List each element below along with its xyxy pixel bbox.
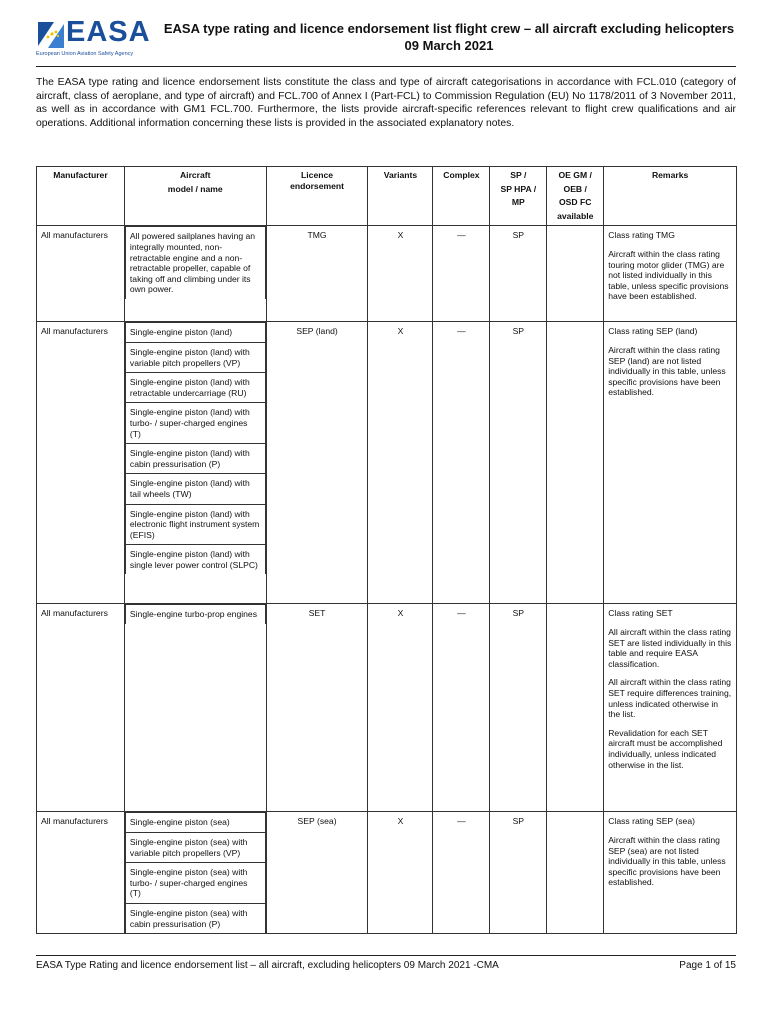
remark-paragraph: Class rating SEP (sea) [608,816,695,827]
logo-emblem-icon [36,20,66,50]
complex-cell: — [433,322,490,604]
table-row [37,322,737,604]
table-row [37,604,737,812]
model-name: Single-engine piston (land) with retractable undercarriage (RU) [125,373,265,403]
page-header [36,16,736,64]
model-list [125,226,266,299]
licence-endorsement-cell: SEP (land) [266,322,368,604]
remark-paragraph: Class rating SET [608,608,673,619]
model-list [125,322,266,574]
model-name: Single-engine piston (sea) with variable pitch propellers (VP) [125,832,265,862]
intro-paragraph: The EASA type rating and licence endorsement lists constitute the class and type of aircraft categorisations in accordance with FCL.010 (category of aircraft, class of aeroplane, and type of aircraft) and FCL.700 of Annex I (Part-FCL) to Commission Regulation (EU) No 1178/2011 of 3 November 2011, as well as in accordance with GM1 FCL.700. Furthermore, the lists provide aircraft-specific references relevant to flight crew qualifications and air operations. Additional information concerning these lists is provided in the associated explanatory notes. [36,77,736,129]
model-name: Single-engine piston (sea) with turbo- / super-charged engines (T) [125,863,265,904]
model-row [125,323,265,343]
table-row [37,226,737,322]
model-name: Single-engine piston (land) [125,323,265,343]
page-number: Page 1 of 15 [679,960,736,971]
complex-cell: — [433,812,490,934]
header-oe-line: OEB / [563,183,587,194]
page-title [154,20,744,54]
model-name: Single-engine piston (land) with single lever power control (SLPC) [125,545,265,575]
model-name: All powered sailplanes having an integrally mounted, non-retractable engine and a non-retractable propeller, capable of taking off and climbing under its own power. [125,227,265,299]
remark-paragraph: Aircraft within the class rating SEP (land) are not listed individually in this table, unless specific provisions have been established. [608,344,726,398]
header-oe-line: OSD FC [558,197,592,208]
remark-paragraph: Aircraft within the class rating SEP (sea) are not listed individually in this table, unless specific provisions have been established. [608,834,726,888]
manufacturer-cell: All manufacturers [37,604,125,812]
variants-cell: X [368,322,433,604]
header-complex: Complex [433,167,490,226]
header-sp-line: MP [511,197,525,208]
remark-paragraph: Aircraft within the class rating touring motor glider (TMG) are not listed individually in this table, unless specific provisions have been established. [608,248,729,302]
sp-cell: SP [490,812,547,934]
complex-cell: — [433,226,490,322]
variants-cell: X [368,226,433,322]
model-name: Single-engine piston (sea) [125,813,265,833]
title-line-2: 09 March 2021 [404,38,494,53]
footer-divider [36,955,736,956]
model-row [125,342,265,372]
licence-endorsement-cell: TMG [266,226,368,322]
oe-cell [547,226,604,322]
model-row [125,832,265,862]
variants-cell: X [368,812,433,934]
variants-cell: X [368,604,433,812]
model-row [125,863,265,904]
aircraft-model-cell [124,604,266,812]
model-row [125,605,265,624]
remark-paragraph: Class rating SEP (land) [608,326,698,337]
model-row [125,813,265,833]
header-licence-endorsement [266,167,368,226]
remarks-cell [604,226,737,322]
sp-cell: SP [490,226,547,322]
header-remarks: Remarks [604,167,737,226]
oe-cell [547,812,604,934]
model-row [125,403,265,444]
header-oe-gm [547,167,604,226]
model-name: Single-engine piston (land) with variable pitch propellers (VP) [125,342,265,372]
aircraft-model-cell [124,226,266,322]
model-row [125,373,265,403]
model-name: Single-engine piston (land) with electronic flight instrument system (EFIS) [125,504,265,545]
oe-cell [547,322,604,604]
model-name: Single-engine piston (land) with tail wheels (TW) [125,474,265,504]
model-row [125,444,265,474]
oe-cell [547,604,604,812]
model-list [125,812,266,933]
header-divider [36,66,736,67]
header-licence-line: endorsement [290,180,345,191]
model-row [125,545,265,575]
model-row [125,474,265,504]
model-name: Single-engine turbo-prop engines [125,605,265,624]
header-aircraft-model [124,167,266,226]
remark-paragraph: Class rating TMG [608,230,675,241]
remarks-cell [604,812,737,934]
remarks-cell [604,604,737,812]
header-model-line: model / name [167,183,223,194]
easa-logo [36,16,151,62]
model-row [125,903,265,933]
model-row [125,504,265,545]
table-body [37,226,737,934]
header-licence-line: Licence [301,170,334,180]
remark-paragraph: All aircraft within the class rating SET are listed individually in this table and require EASA classification. [608,626,732,669]
model-name: Single-engine piston (sea) with cabin pressurisation (P) [125,903,265,933]
header-model-line: Aircraft [179,170,211,180]
remark-paragraph: All aircraft within the class rating SET require differences training, unless indicated otherwise in the list. [608,677,732,720]
model-list [125,604,266,624]
manufacturer-cell: All manufacturers [37,322,125,604]
remark-paragraph: Revalidation for each SET aircraft must be accomplished individually, unless indicated otherwise in the list. [608,727,723,770]
model-name: Single-engine piston (land) with cabin pressurisation (P) [125,444,265,474]
table-row [37,812,737,934]
header-manufacturer: Manufacturer [37,167,125,226]
table-header-row [37,167,737,226]
sp-cell: SP [490,322,547,604]
title-line-1: EASA type rating and licence endorsement list flight crew – all aircraft excluding helicopters [163,21,735,36]
licence-endorsement-cell: SEP (sea) [266,812,368,934]
complex-cell: — [433,604,490,812]
header-oe-line: available [557,210,594,221]
manufacturer-cell: All manufacturers [37,812,125,934]
header-sp [490,167,547,226]
logo-tagline: European Union Aviation Safety Agency [36,51,134,57]
logo-wordmark: EASA [66,16,151,48]
model-row [125,227,265,299]
header-sp-line: SP HPA / [500,183,537,194]
aircraft-model-cell [124,812,266,934]
aircraft-model-cell [124,322,266,604]
model-name: Single-engine piston (land) with turbo- / super-charged engines (T) [125,403,265,444]
header-variants: Variants [368,167,433,226]
endorsement-table [36,166,737,934]
sp-cell: SP [490,604,547,812]
header-sp-line: SP / [510,170,527,180]
footer-document-title: EASA Type Rating and licence endorsement list – all aircraft, excluding helicopters 09 March 2021 -CMA [36,960,499,971]
licence-endorsement-cell: SET [266,604,368,812]
manufacturer-cell: All manufacturers [37,226,125,322]
header-oe-line: OE GM / [558,170,592,180]
remarks-cell [604,322,737,604]
